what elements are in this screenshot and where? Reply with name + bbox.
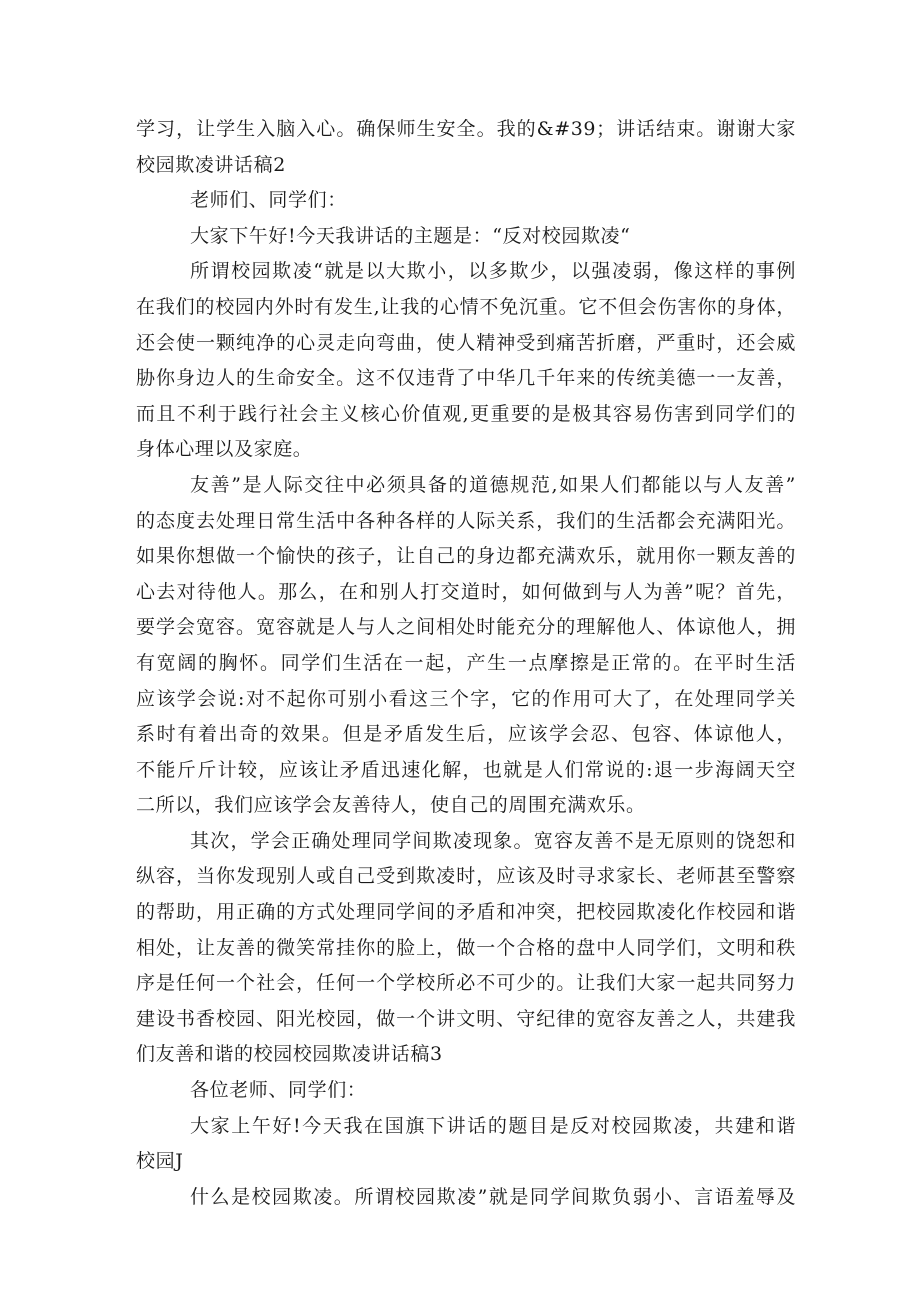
text-line: 胁你身边人的生命安全。这不仅违背了中华几千年来的传统美德一一友善， xyxy=(136,367,796,390)
text-line: 身体心理以及家庭。 xyxy=(136,438,313,461)
document-body xyxy=(136,112,796,1215)
text-line: 什么是校园欺凌。所谓校园欺凌”就是同学间欺负弱小、言语羞辱及 xyxy=(190,1185,796,1208)
text-line: 友善”是人际交往中必须具备的道德规范,如果人们都能以与人友善” xyxy=(190,473,796,496)
text-line: 大家下午好!今天我讲话的主题是：“反对校园欺凌“ xyxy=(190,224,631,247)
text-line: 的态度去处理日常生活中各种各样的人际关系，我们的生活都会充满阳光。 xyxy=(136,509,796,532)
text-line: 大家上午好!今天我在国旗下讲话的题目是反对校园欺凌，共建和谐 xyxy=(190,1114,796,1137)
text-line: 校园欺凌讲话稿2 xyxy=(136,153,286,176)
text-line: 的帮助，用正确的方式处理同学间的矛盾和冲突，把校园欺凌化作校园和谐 xyxy=(136,901,796,924)
text-line: 不能斤斤计较，应该让矛盾迅速化解，也就是人们常说的:退一步海阔天空 xyxy=(136,758,796,781)
text-line: 有宽阔的胸怀。同学们生活在一起，产生一点摩擦是正常的。在平时生活 xyxy=(136,651,796,674)
text-line: 序是任何一个社会，任何一个学校所必不可少的。让我们大家一起共同努力 xyxy=(136,972,796,995)
text-line: 二所以，我们应该学会友善待人，使自己的周围充满欢乐。 xyxy=(136,794,646,817)
text-line: 而且不利于践行社会主义核心价值观,更重要的是极其容易伤害到同学们的 xyxy=(136,402,796,425)
text-line: 系时有着出奇的效果。但是矛盾发生后，应该学会忍、包容、体谅他人， xyxy=(136,723,796,746)
text-line: 相处，让友善的微笑常挂你的脸上，做一个合格的盘中人同学们，文明和秩 xyxy=(136,936,796,959)
text-line: 们友善和谐的校园校园欺凌讲话稿3 xyxy=(136,1043,443,1066)
text-line: 在我们的校园内外时有发生,让我的心情不免沉重。它不但会伤害你的身体， xyxy=(136,295,796,318)
text-line: 建设书香校园、阳光校园，做一个讲文明、守纪律的宽容友善之人，共建我 xyxy=(136,1007,796,1030)
text-line: 如果你想做一个愉快的孩子，让自己的身边都充满欢乐，就用你一颗友善的 xyxy=(136,545,796,568)
text-line: 应该学会说:对不起你可别小看这三个字，它的作用可大了，在处理同学关 xyxy=(136,687,796,710)
text-line: 其次，学会正确处理同学间欺凌现象。宽容友善不是无原则的饶恕和 xyxy=(190,829,796,852)
text-line: 心去对待他人。那么，在和别人打交道时，如何做到与人为善”呢？首先， xyxy=(136,580,796,603)
text-line: 还会使一颗纯净的心灵走向弯曲，使人精神受到痛苦折磨，严重时，还会威 xyxy=(136,331,796,354)
text-line: 所谓校园欺凌“就是以大欺小，以多欺少，以强凌弱，像这样的事例 xyxy=(190,260,796,283)
text-line: 学习，让学生入脑入心。确保师生安全。我的&#39；讲话结束。谢谢大家 xyxy=(136,118,796,140)
text-line: 纵容，当你发现别人或自己受到欺凌时，应该及时寻求家长、老师甚至警察 xyxy=(136,865,796,888)
text-line: 校园J xyxy=(136,1150,184,1173)
text-line: 老师们、同学们： xyxy=(190,189,347,212)
text-line: 各位老师、同学们： xyxy=(190,1079,367,1102)
text-line: 要学会宽容。宽容就是人与人之间相处时能充分的理解他人、体谅他人，拥 xyxy=(136,616,796,639)
